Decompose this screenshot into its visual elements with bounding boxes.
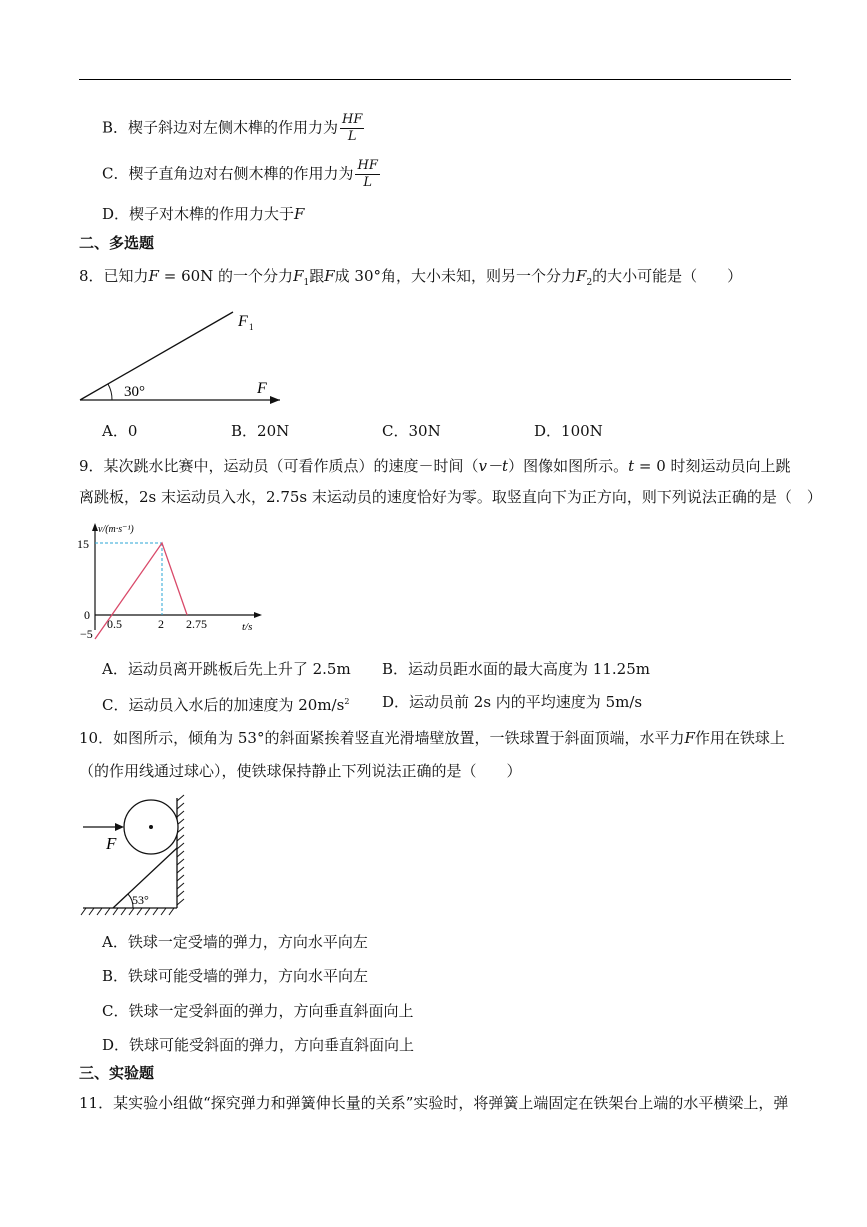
- q8-var-f2: F: [576, 267, 587, 285]
- q9-var-vt: v－t: [478, 457, 509, 475]
- q9-stem-line1: [79, 456, 791, 476]
- q10-option-b: B．铁球可能受墙的弹力，方向水平向左: [102, 967, 369, 985]
- q9-option-c-sup: 2: [344, 697, 350, 706]
- section-heading-experiment: 三、实验题: [79, 1064, 155, 1082]
- wall-hatching: [177, 795, 184, 905]
- force-f-arrowhead: [270, 396, 280, 404]
- q7-option-d-var: F: [294, 205, 305, 223]
- q10-option-c: C．铁球一定受斜面的弹力，方向垂直斜面向上: [102, 1002, 414, 1020]
- force-arrowhead: [115, 823, 124, 831]
- y-axis-label: v/(m·s⁻¹): [98, 524, 134, 535]
- q8-var-f-2: F: [324, 267, 335, 285]
- q8-text-3: 跟: [309, 267, 325, 285]
- q10-option-d: D．铁球可能受斜面的弹力，方向垂直斜面向上: [102, 1036, 415, 1054]
- section-heading-multi: 二、多选题: [79, 234, 155, 252]
- q10-stem-line1: [79, 728, 785, 748]
- q9-option-d: D．运动员前 2s 内的平均速度为 5m/s: [382, 693, 643, 711]
- fraction-denominator: L: [347, 129, 357, 144]
- q7-option-b: [102, 112, 364, 145]
- label-f: F: [106, 834, 117, 853]
- q8-option-c: C．30N: [382, 422, 441, 440]
- x-axis-arrowhead: [254, 612, 262, 618]
- label-angle-53: 53°: [132, 893, 149, 907]
- q9-stem-line2: 离跳板，2s 末运动员入水，2.75s 末运动员的速度恰好为零。取竖直向下为正方向，则下列说法正确的是（ ）: [79, 488, 822, 506]
- q11-stem-line1: 11．某实验小组做“探究弹力和弹簧伸长量的关系”实验时，将弹簧上端固定在铁架台上端的水平横梁上，弹: [79, 1094, 789, 1112]
- q8-force-diagram: [70, 298, 290, 408]
- q8-text-2: = 60N 的一个分力: [158, 267, 294, 285]
- q10-stem-line2: （的作用线通过球心），使铁球保持静止下列说法正确的是（ ）: [79, 762, 522, 780]
- fraction-numerator: HF: [357, 158, 378, 173]
- fraction-denominator: L: [363, 175, 372, 190]
- ball-center-dot: [149, 825, 153, 829]
- q7-option-c-text: C．楔子直角边对右侧木榫的作用力为: [102, 164, 354, 183]
- q7-option-b-fraction: [340, 112, 364, 145]
- q8-option-d: D．100N: [534, 422, 603, 440]
- q8-option-b: B．20N: [231, 422, 290, 440]
- fraction-numerator: HF: [342, 112, 363, 127]
- x-tick-2-75: 2.75: [186, 617, 207, 631]
- q9-text-1: 9．某次跳水比赛中，运动员（可看作质点）的速度－时间（: [79, 457, 479, 475]
- q10-var-f: F: [684, 729, 695, 747]
- q9-var-t: t: [628, 457, 635, 475]
- q9-text-3: = 0 时刻运动员向上跳: [634, 457, 791, 475]
- q8-option-a: A．0: [102, 422, 138, 440]
- q10-option-a: A．铁球一定受墙的弹力，方向水平向左: [102, 933, 368, 951]
- force-f1-line: [80, 312, 233, 400]
- label-angle-30: 30°: [124, 384, 145, 400]
- q8-var-f2-sub: 2: [586, 278, 593, 288]
- angle-arc: [108, 384, 112, 400]
- q10-figure: [78, 793, 198, 918]
- x-tick-2: 2: [158, 617, 164, 631]
- q8-text-4: 成 30°角，大小未知，则另一个分力: [334, 267, 577, 285]
- q8-var-f1-sub: 1: [303, 278, 310, 288]
- label-f: F: [257, 380, 267, 397]
- x-axis-label: t/s: [242, 621, 253, 633]
- q8-stem: [79, 266, 742, 293]
- label-f1-sub: 1: [249, 322, 254, 332]
- q9-option-c: [102, 692, 349, 715]
- header-rule: [79, 79, 791, 80]
- y-tick-neg5: −5: [80, 627, 93, 640]
- label-f1: F: [238, 313, 248, 330]
- x-tick-0-5: 0.5: [107, 617, 122, 631]
- q8-var-f1: F: [293, 267, 304, 285]
- y-tick-15: 15: [77, 537, 89, 551]
- y-tick-0: 0: [84, 608, 90, 622]
- q7-option-c-fraction: [355, 158, 379, 191]
- q9-text-2: ）图像如图所示。: [508, 457, 629, 475]
- q8-text-1: 8．已知力: [79, 267, 149, 285]
- q7-option-c: [102, 158, 380, 191]
- q9-vt-graph: [70, 520, 270, 640]
- q9-option-c-text: C．运动员入水后的加速度为 20m/s: [102, 696, 345, 714]
- q8-text-5: 的大小可能是（ ）: [592, 267, 743, 285]
- q7-option-d: [102, 204, 304, 224]
- q7-option-b-text: B．楔子斜边对左侧木榫的作用力为: [102, 118, 339, 137]
- q10-text-2: 作用在铁球上: [694, 729, 785, 747]
- q7-option-d-text: D．楔子对木榫的作用力大于: [102, 205, 295, 223]
- q8-var-f: F: [148, 267, 159, 285]
- q9-option-b: B．运动员距水面的最大高度为 11.25m: [382, 660, 650, 678]
- q9-option-a: A．运动员离开跳板后先上升了 2.5m: [102, 660, 351, 678]
- q10-text-1: 10．如图所示，倾角为 53°的斜面紧挨着竖直光滑墙壁放置，一铁球置于斜面顶端，水平力: [79, 729, 685, 747]
- ground-hatching: [81, 908, 174, 915]
